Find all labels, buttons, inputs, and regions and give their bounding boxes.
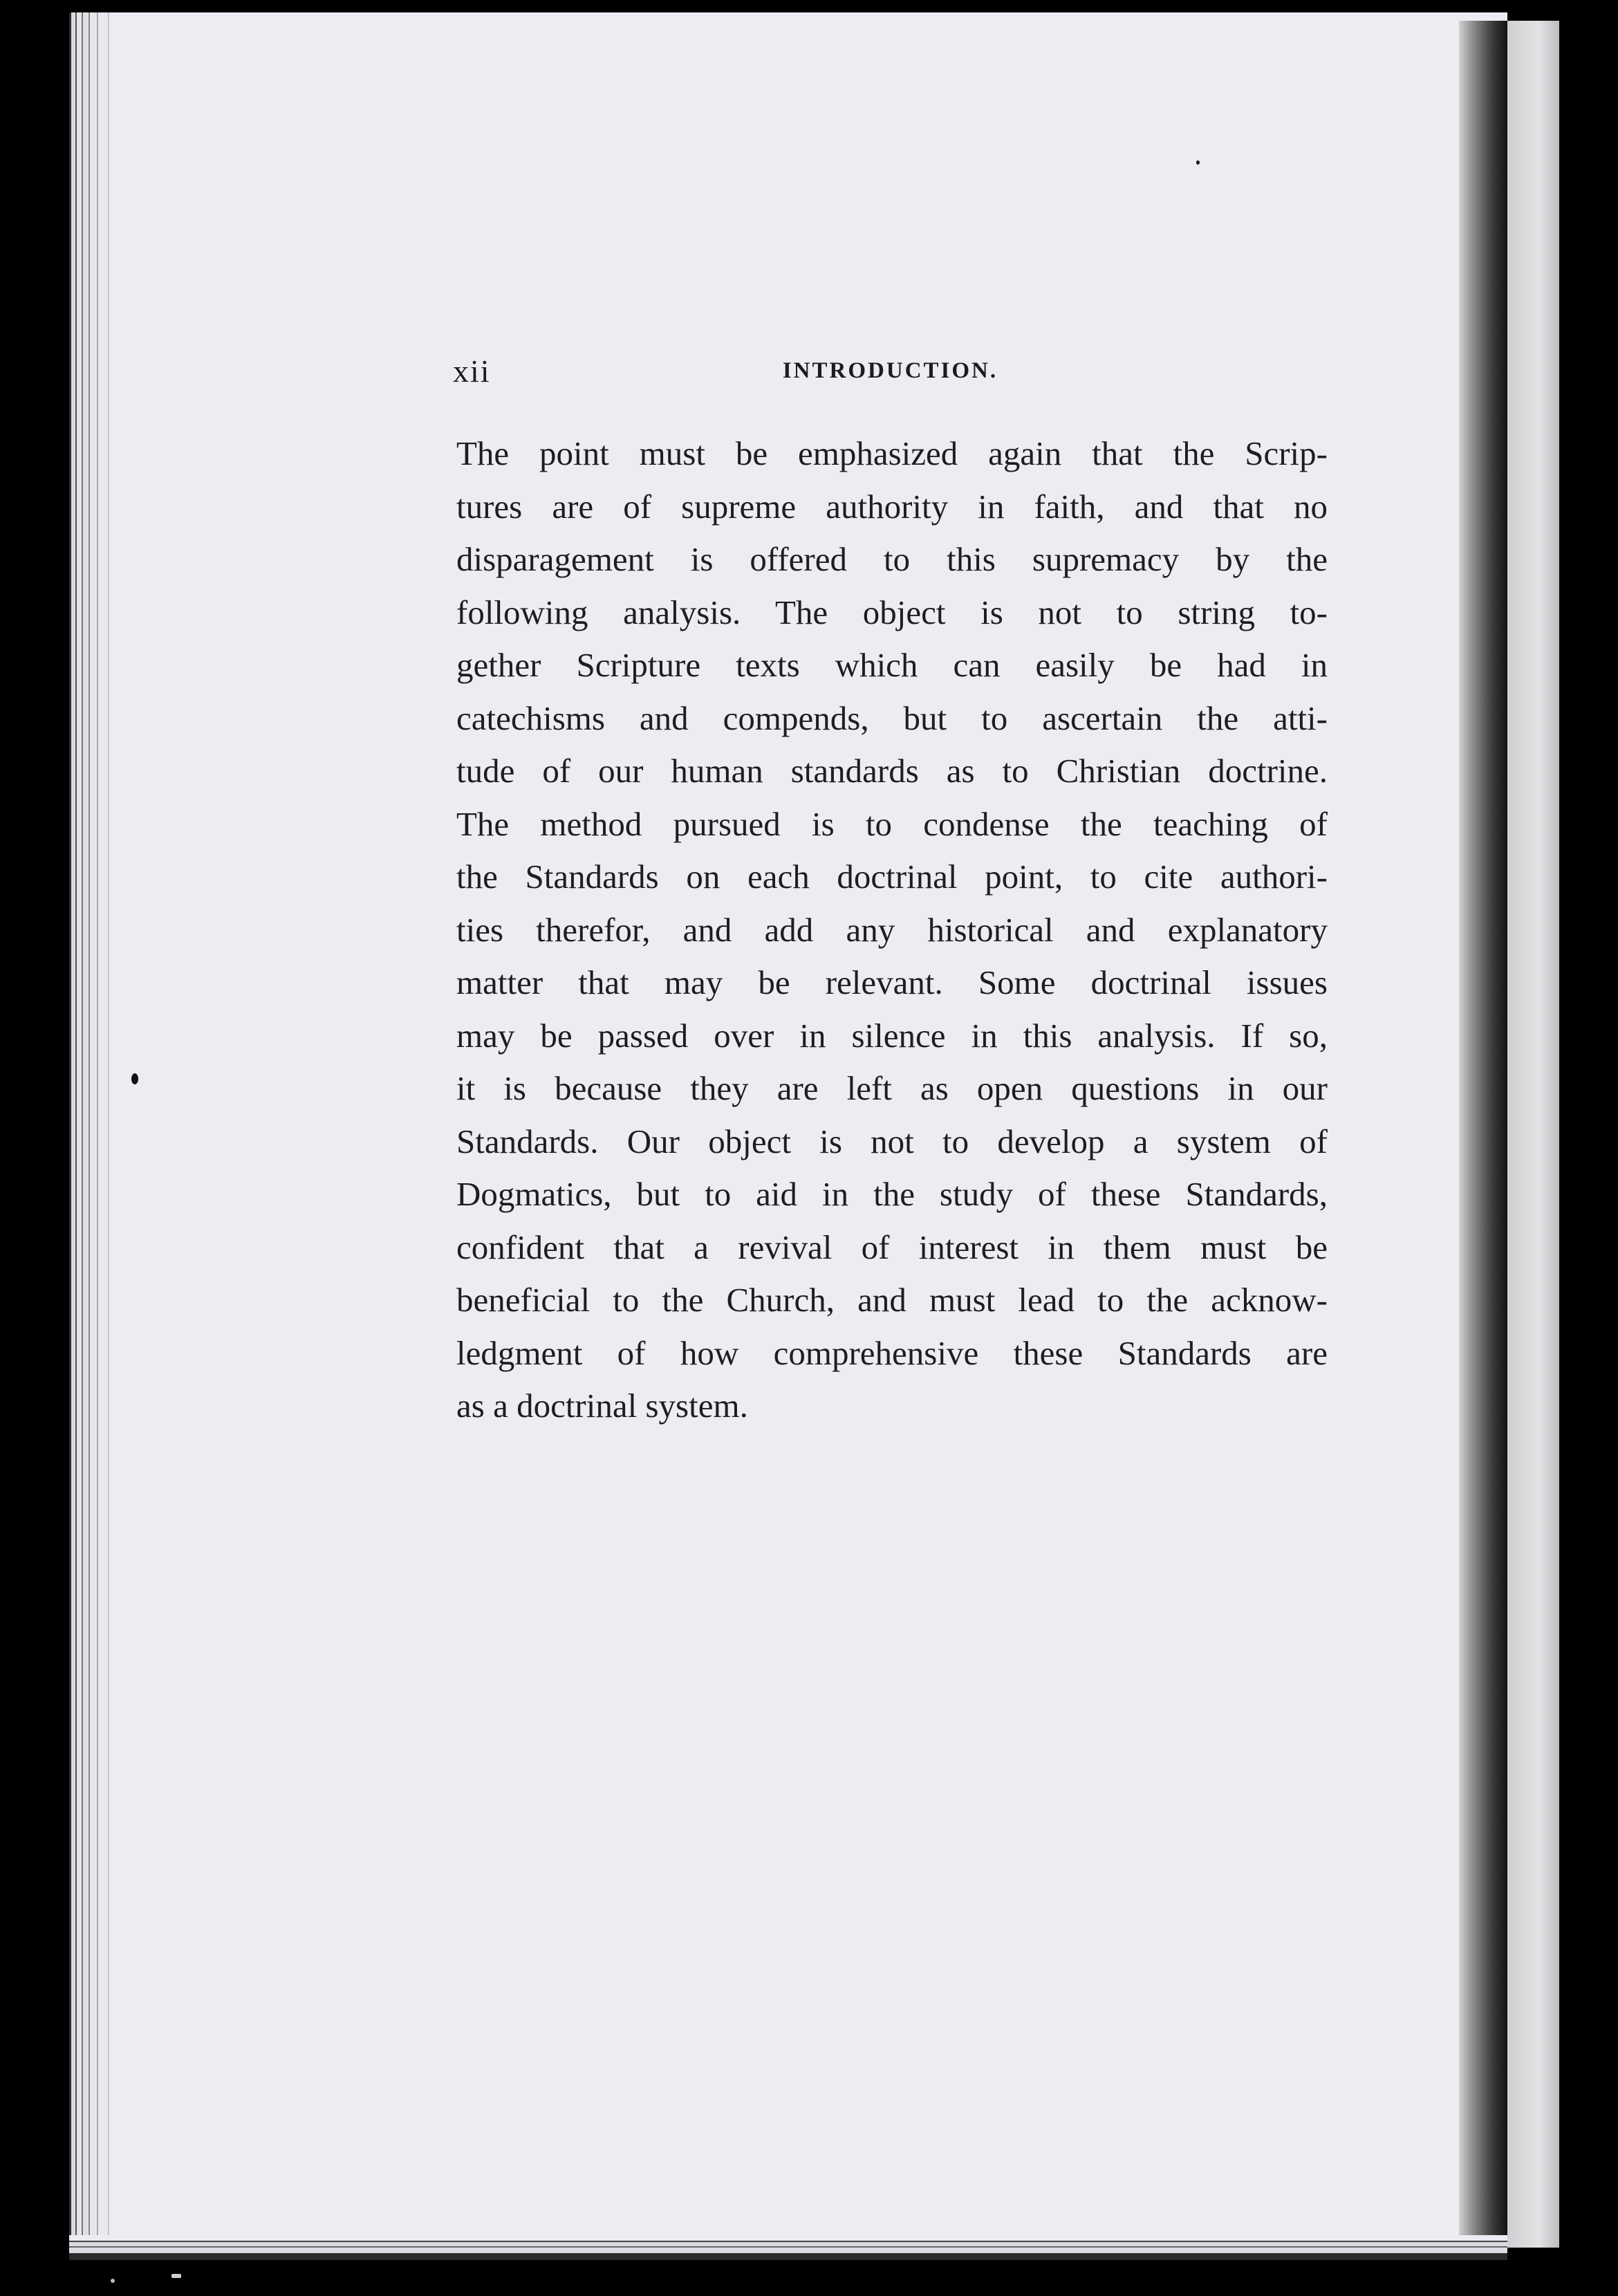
text-line: following analysis. The object is not to string to- (456, 593, 1328, 631)
text-line: may be passed over in silence in this analysis. If so, (456, 1016, 1328, 1055)
text-line: gether Scripture texts which can easily be had in (456, 646, 1328, 684)
dust-speck (131, 1073, 138, 1084)
page-number: xii (453, 353, 491, 389)
text-line: ledgment of how comprehensive these Standards are (456, 1333, 1328, 1372)
running-head: INTRODUCTION. (782, 358, 998, 383)
text-line: the Standards on each doctrinal point, to cite authori- (456, 858, 1328, 896)
text-line: tures are of supreme authority in faith, and that no (456, 487, 1328, 526)
page-header (453, 353, 1328, 394)
text-line: catechisms and compends, but to ascertain the atti- (456, 698, 1328, 737)
text-line: The point must be emphasized again that the Scrip- (456, 434, 1328, 472)
text-line: disparagement is offered to this supremacy by the (456, 540, 1328, 578)
text-line: beneficial to the Church, and must lead to the acknow- (456, 1281, 1328, 1319)
text-line: confident that a revival of interest in them must be (456, 1228, 1328, 1266)
dust-speck (1196, 160, 1200, 165)
text-line-last: as a doctrinal system. (456, 1387, 748, 1425)
dust-speck (111, 2279, 115, 2283)
text-line: it is because they are left as open questions in our (456, 1069, 1328, 1107)
text-line: Dogmatics, but to aid in the study of these Standards, (456, 1175, 1328, 1213)
text-line: ties therefor, and add any historical and explanatory (456, 910, 1328, 949)
facing-page-edge (1507, 21, 1559, 2248)
body-paragraph (456, 427, 1328, 1433)
text-line: The method pursued is to condense the teaching of (456, 804, 1328, 843)
gutter-shadow (1459, 21, 1507, 2255)
bottom-page-edges (69, 2235, 1507, 2260)
text-line: tude of our human standards as to Christian doctrine. (456, 752, 1328, 790)
binding-page-edges (69, 12, 131, 2260)
dust-speck (171, 2274, 181, 2278)
text-line: Standards. Our object is not to develop a system of (456, 1122, 1328, 1160)
text-line: matter that may be relevant. Some doctrinal issues (456, 963, 1328, 1001)
